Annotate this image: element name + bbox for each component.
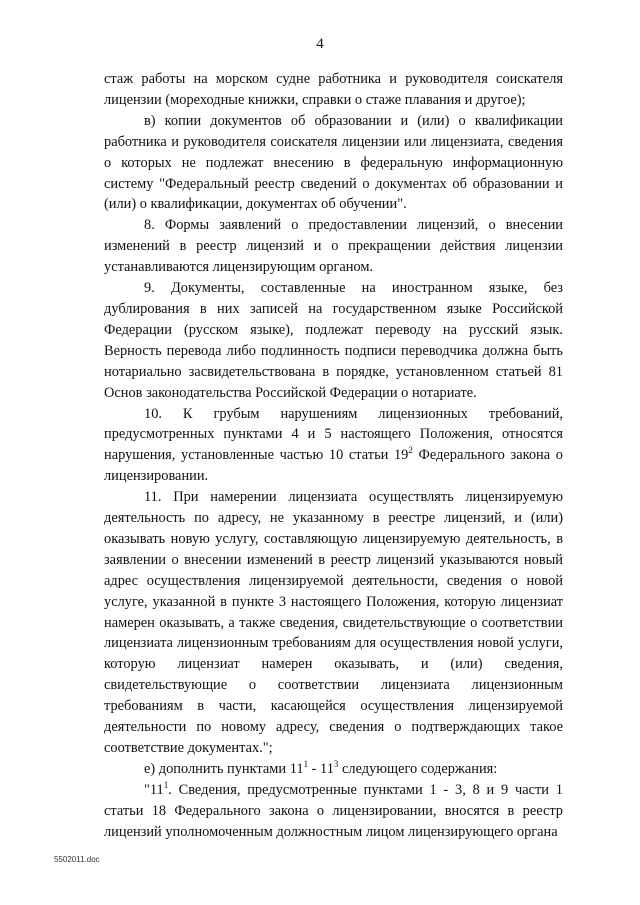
paragraph-11-1 (104, 780, 563, 843)
superscript: 2 (408, 445, 413, 456)
paragraph-continuation: стаж работы на морском судне работника и руководителя соискателя лицензии (мореходные книжки, справки о стаже плавания и другое); (104, 71, 563, 108)
superscript: 1 (163, 779, 169, 790)
paragraph-8: 8. Формы заявлений о предоставлении лицензий, о внесении изменений в реестр лицензий и о прекращении действия лицензии устанавливаются лицензирующим органом. (104, 217, 563, 276)
paragraph-10-text-b: Федерального закона о лицензировании. (104, 447, 563, 485)
file-name-footer: 5502011.doc (54, 855, 100, 864)
paragraph-11: 11. При намерении лицензиата осуществлять лицензируемую деятельность по адресу, не указанному в реестре лицензий, и (или) оказывать новую услугу, составляющую лицензируемую деятельность, в заявлении о внесении изменений в реестр лицензий указываются новый адрес осуществления лицензируемой деятельности, сведения о новой услуге, указанной в пункте 3 настоящего Положения, которую лицензиат намерен оказывать, а также сведения, свидетельствующие о соответствии лицензиата лицензионным требованиям для осуществления новой услуги, которую лицензиат намерен оказывать, и (или) сведения, свидетельствующие о соответствии лицензиата лицензионным требованиям в части, касающейся осуществления лицензируемой деятельности по новому адресу, сведения о подтверждающих такое соответствие документах."; (104, 489, 563, 756)
superscript: 3 (333, 758, 339, 769)
paragraph-9: 9. Документы, составленные на иностранном языке, без дублирования в них записей на государственном языке Российской Федерации (русском языке), подлежат переводу на русский язык. Верность перевода либо подлинность подписи переводчика должна быть нотариально засвидетельствована в порядке, установленном статьей 81 Основ законодательства Российской Федерации о нотариате. (104, 280, 563, 401)
paragraph-item-e-text-c: следующего содержания: (338, 760, 498, 777)
paragraph-item-v: в) копии документов об образовании и (или) о квалификации работника и руководителя соискателя лицензии или лицензиата, сведения о которых не подлежат внесению в федеральную информационную систему "Федеральный реестр сведений о документах об образовании и (или) о квалификации, документах об обучении". (104, 112, 563, 213)
paragraph-11-1-text-b: . Сведения, предусмотренные пунктами 1 - 3, 8 и 9 части 1 статьи 18 Федерального закона о лицензировании, вносятся в реестр лицензий уполномоченным должностным лицом лицензирующего органа (104, 781, 563, 840)
page-number: 4 (316, 36, 324, 52)
superscript: 1 (303, 758, 309, 769)
paragraph-10 (104, 404, 563, 488)
paragraph-item-e-text-b: - 11 (308, 760, 334, 777)
paragraph-item-e (104, 759, 563, 780)
paragraph-11-1-text-a: "11 (144, 781, 164, 798)
document-body (104, 69, 563, 843)
paragraph-item-e-text-a: е) дополнить пунктами 11 (144, 760, 304, 777)
paragraph-10-text-a: 10. К грубым нарушениям лицензионных требований, предусмотренных пунктами 4 и 5 настоящего Положения, относятся нарушения, установленные частью 10 статьи 19 (104, 405, 563, 464)
